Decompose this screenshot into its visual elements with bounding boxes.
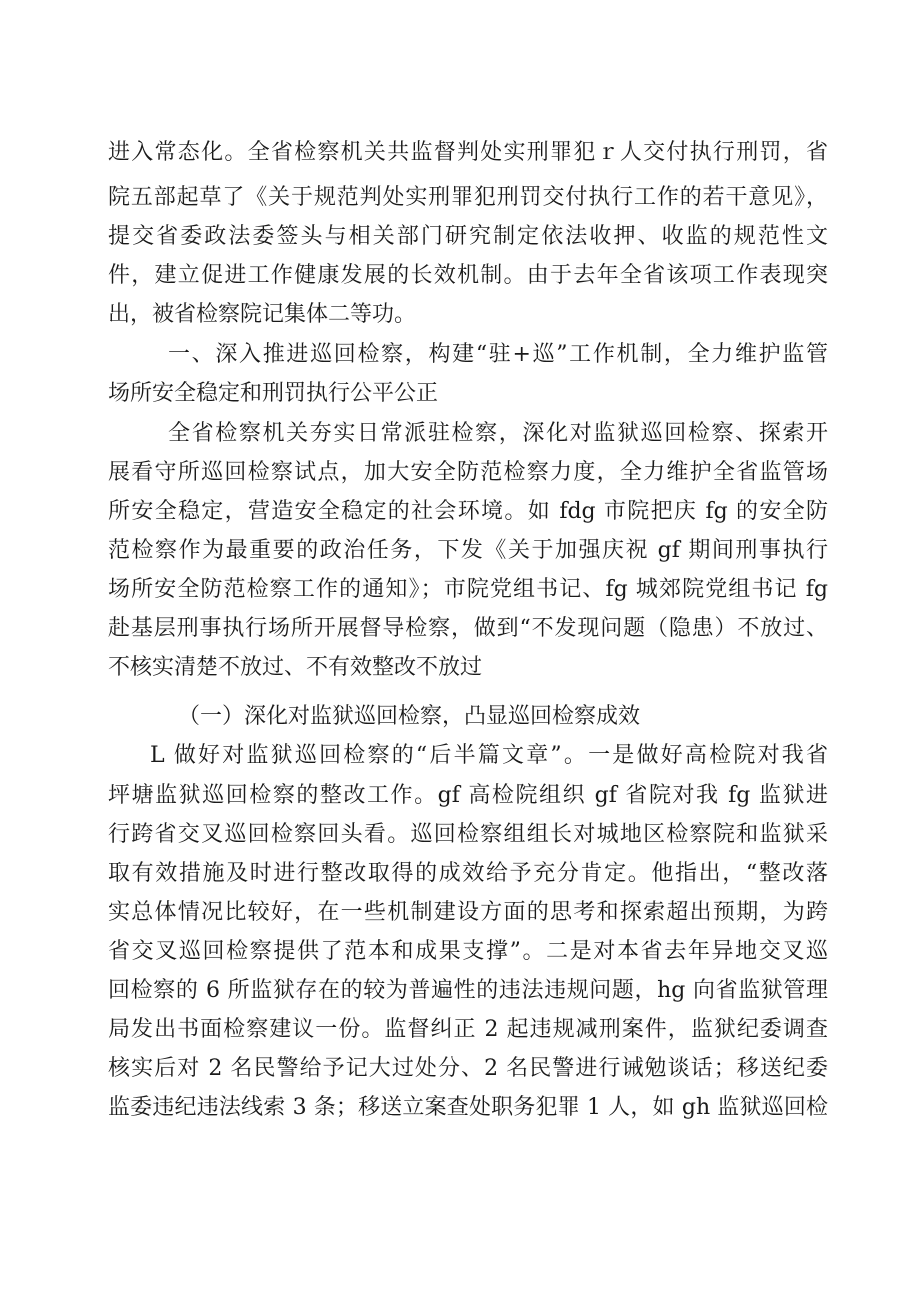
paragraph-2-line-4: 范检察作为最重要的政治任务，下发《关于加强庆祝 gf 期间刑事执行 xyxy=(108,538,828,563)
paragraph-1-line-4: 件，建立促进工作健康发展的长效机制。由于去年全省该项工作表现突 xyxy=(108,263,828,288)
paragraph-3-line-5: 实总体情况比较好，在一些机制建设方面的思考和探索超出预期，为跨 xyxy=(108,900,828,925)
paragraph-3-line-1: L 做好对监狱巡回检察的“后半篇文章”。一是做好高检院对我省 xyxy=(150,743,828,768)
paragraph-2-line-1: 全省检察机关夯实日常派驻检察，深化对监狱巡回检察、探索开 xyxy=(168,421,828,446)
paragraph-2-line-6: 赴基层刑事执行场所开展督导检察，做到“不发现问题（隐患）不放过、 xyxy=(108,616,828,641)
paragraph-3-line-2: 坪塘监狱巡回检察的整改工作。gf 高检院组织 gf 省院对我 fg 监狱进 xyxy=(108,783,828,808)
subheading-1: （一）深化对监狱巡回检察，凸显巡回检察成效 xyxy=(178,704,641,729)
paragraph-3-line-6: 省交叉巡回检察提供了范本和成果支撑”。二是对本省去年异地交叉巡 xyxy=(108,939,828,964)
paragraph-1-line-5: 出，被省检察院记集体二等功。 xyxy=(108,302,417,327)
paragraph-2-line-7: 不核实清楚不放过、不有效整改不放过 xyxy=(108,655,483,680)
paragraph-2-line-3: 所安全稳定，营造安全稳定的社会环境。如 fdg 市院把庆 fg 的安全防 xyxy=(108,499,828,524)
paragraph-3-line-4: 取有效措施及时进行整改取得的成效给予充分肯定。他指出，“整改落 xyxy=(108,861,828,886)
paragraph-3-line-9: 核实后对 2 名民警给予记大过处分、2 名民警进行诫勉谈话；移送纪委 xyxy=(108,1056,828,1081)
paragraph-3-line-10: 监委违纪违法线索 3 条；移送立案查处职务犯罪 1 人，如 gh 监狱巡回检 xyxy=(108,1095,828,1120)
heading-1-line-1: 一、深入推进巡回检察，构建“驻+巡”工作机制，全力维护监管 xyxy=(168,342,828,367)
paragraph-3-line-7: 回检察的 6 所监狱存在的较为普遍性的违法违规问题，hg 向省监狱管理 xyxy=(108,978,828,1003)
paragraph-3-line-8: 局发出书面检察建议一份。监督纠正 2 起违规减刑案件，监狱纪委调查 xyxy=(108,1017,828,1042)
paragraph-2-line-5: 场所安全防范检察工作的通知》；市院党组书记、fg 城郊院党组书记 fg xyxy=(108,577,828,602)
paragraph-3-line-3: 行跨省交叉巡回检察回头看。巡回检察组组长对城地区检察院和监狱采 xyxy=(108,822,828,847)
paragraph-2-line-2: 展看守所巡回检察试点，加大安全防范检察力度，全力维护全省监管场 xyxy=(108,460,828,485)
paragraph-1-line-2: 院五部起草了《关于规范判处实刑罪犯刑罚交付执行工作的若干意见》， xyxy=(108,185,828,210)
paragraph-1-line-1: 进入常态化。全省检察机关共监督判处实刑罪犯ｒ人交付执行刑罚，省 xyxy=(108,140,828,165)
heading-1-line-2: 场所安全稳定和刑罚执行公平公正 xyxy=(108,381,439,406)
paragraph-1-line-3: 提交省委政法委签头与相关部门研究制定依法收押、收监的规范性文 xyxy=(108,224,828,249)
